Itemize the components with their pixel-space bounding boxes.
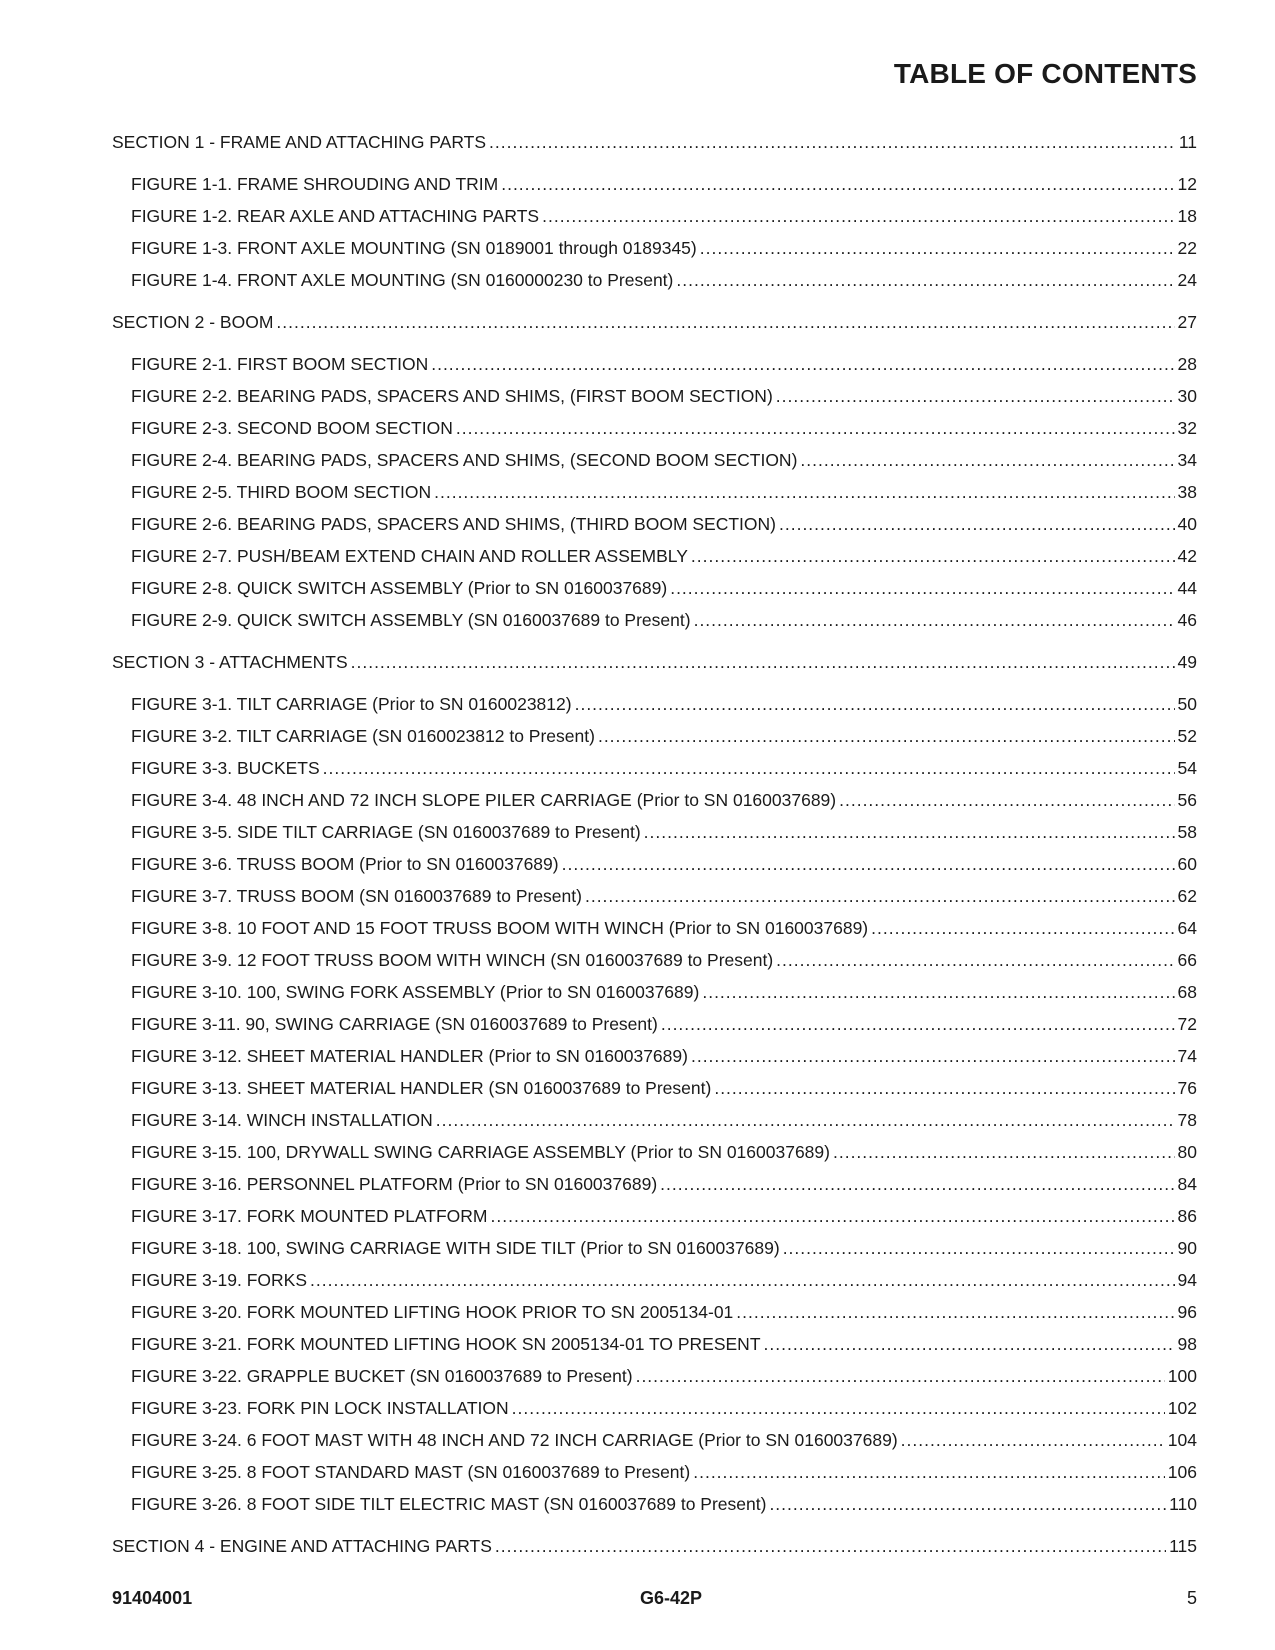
toc-entry-title: FIGURE 3-9. 12 FOOT TRUSS BOOM WITH WINCH (SN 0160037689 to Present) — [131, 950, 774, 970]
toc-section-entry[interactable] — [112, 132, 1197, 164]
toc-entry-title: FIGURE 3-5. SIDE TILT CARRIAGE (SN 0160037689 to Present) — [131, 822, 641, 842]
toc-dot-leader — [431, 354, 1174, 374]
toc-figure-entry[interactable] — [112, 354, 1197, 386]
toc-figure-entry[interactable] — [112, 1110, 1197, 1142]
toc-dot-leader — [700, 238, 1175, 258]
toc-dot-leader — [323, 758, 1175, 778]
toc-entry-title: FIGURE 3-15. 100, DRYWALL SWING CARRIAGE ASSEMBLY (Prior to SN 0160037689) — [131, 1142, 830, 1162]
toc-entry-title: FIGURE 3-20. FORK MOUNTED LIFTING HOOK PRIOR TO SN 2005134-01 — [131, 1302, 734, 1322]
toc-dot-leader — [691, 1046, 1175, 1066]
toc-figure-entry[interactable] — [112, 1462, 1197, 1494]
toc-entry-title: FIGURE 3-14. WINCH INSTALLATION — [131, 1110, 433, 1130]
toc-dot-leader — [644, 822, 1175, 842]
toc-entry-page: 56 — [1177, 790, 1197, 810]
toc-figure-entry[interactable] — [112, 918, 1197, 950]
toc-dot-leader — [636, 1366, 1165, 1386]
toc-entry-page: 34 — [1177, 450, 1197, 470]
toc-entry-title: FIGURE 2-7. PUSH/BEAM EXTEND CHAIN AND ROLLER ASSEMBLY — [131, 546, 688, 566]
toc-entry-page: 80 — [1177, 1142, 1197, 1162]
toc-entry-page: 86 — [1177, 1206, 1197, 1226]
toc-figure-entry[interactable] — [112, 1014, 1197, 1046]
toc-entry-page: 58 — [1177, 822, 1197, 842]
toc-dot-leader — [661, 1014, 1175, 1034]
toc-entry-page: 50 — [1177, 694, 1197, 714]
toc-dot-leader — [776, 950, 1174, 970]
toc-dot-leader — [501, 174, 1174, 194]
toc-entry-page: 27 — [1177, 312, 1197, 332]
toc-entry-title: FIGURE 3-1. TILT CARRIAGE (Prior to SN 0160023812) — [131, 694, 572, 714]
toc-figure-entry[interactable] — [112, 726, 1197, 758]
toc-section-entry[interactable] — [112, 652, 1197, 684]
toc-figure-entry[interactable] — [112, 1238, 1197, 1270]
toc-dot-leader — [800, 450, 1174, 470]
toc-entry-title: FIGURE 3-2. TILT CARRIAGE (SN 0160023812 to Present) — [131, 726, 595, 746]
toc-dot-leader — [901, 1430, 1165, 1450]
toc-entry-title: FIGURE 3-24. 6 FOOT MAST WITH 48 INCH AND 72 INCH CARRIAGE (Prior to SN 0160037689) — [131, 1430, 898, 1450]
toc-figure-entry[interactable] — [112, 982, 1197, 1014]
toc-entry-page: 74 — [1177, 1046, 1197, 1066]
table-of-contents — [112, 132, 1197, 1568]
toc-entry-title: FIGURE 3-16. PERSONNEL PLATFORM (Prior to SN 0160037689) — [131, 1174, 658, 1194]
toc-figure-entry[interactable] — [112, 1078, 1197, 1110]
toc-entry-page: 42 — [1177, 546, 1197, 566]
toc-figure-entry[interactable] — [112, 1046, 1197, 1078]
toc-dot-leader — [776, 386, 1175, 406]
toc-dot-leader — [676, 270, 1174, 290]
toc-dot-leader — [585, 886, 1175, 906]
toc-entry-page: 52 — [1177, 726, 1197, 746]
toc-dot-leader — [769, 1494, 1166, 1514]
toc-dot-leader — [839, 790, 1174, 810]
toc-dot-leader — [491, 1206, 1175, 1226]
toc-dot-leader — [276, 312, 1174, 332]
toc-entry-title: FIGURE 2-3. SECOND BOOM SECTION — [131, 418, 453, 438]
toc-entry-title: SECTION 1 - FRAME AND ATTACHING PARTS — [112, 132, 487, 152]
toc-figure-entry[interactable] — [112, 886, 1197, 918]
toc-entry-title: FIGURE 1-4. FRONT AXLE MOUNTING (SN 0160000230 to Present) — [131, 270, 674, 290]
toc-dot-leader — [833, 1142, 1175, 1162]
toc-figure-entry[interactable] — [112, 610, 1197, 642]
toc-entry-title: FIGURE 2-1. FIRST BOOM SECTION — [131, 354, 429, 374]
toc-entry-page: 96 — [1177, 1302, 1197, 1322]
toc-dot-leader — [693, 1462, 1165, 1482]
toc-entry-page: 100 — [1167, 1366, 1197, 1386]
toc-entry-page: 11 — [1178, 132, 1197, 152]
toc-entry-page: 62 — [1177, 886, 1197, 906]
toc-entry-page: 54 — [1177, 758, 1197, 778]
toc-figure-entry[interactable] — [112, 790, 1197, 822]
toc-dot-leader — [495, 1536, 1166, 1556]
toc-entry-page: 12 — [1177, 174, 1197, 194]
toc-entry-title: FIGURE 3-3. BUCKETS — [131, 758, 320, 778]
toc-figure-entry[interactable] — [112, 270, 1197, 302]
toc-entry-title: FIGURE 3-25. 8 FOOT STANDARD MAST (SN 0160037689 to Present) — [131, 1462, 691, 1482]
toc-entry-page: 68 — [1177, 982, 1197, 1002]
toc-entry-page: 98 — [1177, 1334, 1197, 1354]
toc-dot-leader — [871, 918, 1174, 938]
toc-figure-entry[interactable] — [112, 694, 1197, 726]
toc-figure-entry[interactable] — [112, 1142, 1197, 1174]
toc-figure-entry[interactable] — [112, 1174, 1197, 1206]
toc-dot-leader — [512, 1398, 1165, 1418]
toc-entry-title: FIGURE 3-4. 48 INCH AND 72 INCH SLOPE PILER CARRIAGE (Prior to SN 0160037689) — [131, 790, 837, 810]
toc-dot-leader — [694, 610, 1175, 630]
toc-entry-title: FIGURE 3-10. 100, SWING FORK ASSEMBLY (Prior to SN 0160037689) — [131, 982, 700, 1002]
toc-figure-entry[interactable] — [112, 578, 1197, 610]
page-title: TABLE OF CONTENTS — [893, 58, 1197, 89]
toc-dot-leader — [310, 1270, 1175, 1290]
toc-dot-leader — [714, 1078, 1174, 1098]
toc-entry-page: 102 — [1167, 1398, 1197, 1418]
toc-figure-entry[interactable] — [112, 174, 1197, 206]
toc-dot-leader — [542, 206, 1174, 226]
toc-entry-title: FIGURE 3-17. FORK MOUNTED PLATFORM — [131, 1206, 488, 1226]
toc-entry-page: 28 — [1177, 354, 1197, 374]
footer-page-number: 5 — [1186, 1588, 1197, 1608]
toc-entry-title: FIGURE 2-9. QUICK SWITCH ASSEMBLY (SN 0160037689 to Present) — [131, 610, 691, 630]
toc-figure-entry[interactable] — [112, 950, 1197, 982]
toc-dot-leader — [660, 1174, 1174, 1194]
toc-dot-leader — [764, 1334, 1175, 1354]
toc-entry-title: FIGURE 3-6. TRUSS BOOM (Prior to SN 0160037689) — [131, 854, 559, 874]
toc-figure-entry[interactable] — [112, 386, 1197, 418]
footer-model: G6-42P — [640, 1588, 703, 1608]
toc-figure-entry[interactable] — [112, 546, 1197, 578]
toc-figure-entry[interactable] — [112, 1302, 1197, 1334]
toc-figure-entry[interactable] — [112, 1430, 1197, 1462]
toc-entry-page: 78 — [1177, 1110, 1197, 1130]
toc-entry-title: SECTION 4 - ENGINE AND ATTACHING PARTS — [112, 1536, 492, 1556]
toc-entry-page: 49 — [1177, 652, 1197, 672]
toc-dot-leader — [489, 132, 1176, 152]
toc-figure-entry[interactable] — [112, 206, 1197, 238]
toc-section-entry[interactable] — [112, 312, 1197, 344]
toc-figure-entry[interactable] — [112, 482, 1197, 514]
toc-entry-page: 46 — [1177, 610, 1197, 630]
toc-dot-leader — [598, 726, 1175, 746]
footer-doc-number: 91404001 — [112, 1588, 193, 1608]
toc-entry-title: FIGURE 1-2. REAR AXLE AND ATTACHING PARTS — [131, 206, 540, 226]
toc-entry-page: 24 — [1177, 270, 1197, 290]
toc-dot-leader — [575, 694, 1175, 714]
toc-entry-title: FIGURE 3-19. FORKS — [131, 1270, 308, 1290]
toc-dot-leader — [702, 982, 1174, 1002]
toc-dot-leader — [351, 652, 1175, 672]
toc-entry-page: 115 — [1169, 1536, 1197, 1556]
toc-dot-leader — [736, 1302, 1174, 1322]
toc-entry-title: SECTION 3 - ATTACHMENTS — [112, 652, 348, 672]
toc-figure-entry[interactable] — [112, 418, 1197, 450]
toc-entry-page: 66 — [1177, 950, 1197, 970]
toc-entry-title: FIGURE 2-2. BEARING PADS, SPACERS AND SHIMS, (FIRST BOOM SECTION) — [131, 386, 773, 406]
toc-dot-leader — [434, 482, 1174, 502]
toc-dot-leader — [456, 418, 1175, 438]
toc-entry-page: 40 — [1177, 514, 1197, 534]
toc-entry-page: 90 — [1177, 1238, 1197, 1258]
toc-figure-entry[interactable] — [112, 822, 1197, 854]
toc-dot-leader — [436, 1110, 1175, 1130]
toc-dot-leader — [691, 546, 1175, 566]
toc-figure-entry[interactable] — [112, 1398, 1197, 1430]
toc-entry-title: FIGURE 1-1. FRAME SHROUDING AND TRIM — [131, 174, 499, 194]
toc-entry-page: 84 — [1177, 1174, 1197, 1194]
toc-dot-leader — [783, 1238, 1175, 1258]
toc-entry-page: 18 — [1177, 206, 1197, 226]
toc-entry-title: FIGURE 3-13. SHEET MATERIAL HANDLER (SN 0160037689 to Present) — [131, 1078, 712, 1098]
toc-entry-page: 44 — [1177, 578, 1197, 598]
toc-dot-leader — [562, 854, 1175, 874]
toc-entry-title: FIGURE 3-12. SHEET MATERIAL HANDLER (Prior to SN 0160037689) — [131, 1046, 688, 1066]
toc-entry-page: 110 — [1169, 1494, 1197, 1514]
toc-entry-title: FIGURE 2-6. BEARING PADS, SPACERS AND SHIMS, (THIRD BOOM SECTION) — [131, 514, 776, 534]
toc-entry-page: 30 — [1177, 386, 1197, 406]
toc-entry-title: FIGURE 3-7. TRUSS BOOM (SN 0160037689 to Present) — [131, 886, 582, 906]
toc-entry-title: FIGURE 2-5. THIRD BOOM SECTION — [131, 482, 432, 502]
toc-figure-entry[interactable] — [112, 1334, 1197, 1366]
toc-entry-title: FIGURE 3-18. 100, SWING CARRIAGE WITH SIDE TILT (Prior to SN 0160037689) — [131, 1238, 780, 1258]
toc-dot-leader — [779, 514, 1175, 534]
toc-entry-title: FIGURE 3-23. FORK PIN LOCK INSTALLATION — [131, 1398, 509, 1418]
toc-entry-page: 104 — [1167, 1430, 1197, 1450]
toc-figure-entry[interactable] — [112, 854, 1197, 886]
toc-entry-page: 22 — [1177, 238, 1197, 258]
toc-figure-entry[interactable] — [112, 1206, 1197, 1238]
toc-entry-page: 64 — [1177, 918, 1197, 938]
toc-entry-page: 32 — [1177, 418, 1197, 438]
toc-figure-entry[interactable] — [112, 450, 1197, 482]
toc-entry-title: FIGURE 3-26. 8 FOOT SIDE TILT ELECTRIC MAST (SN 0160037689 to Present) — [131, 1494, 767, 1514]
toc-section-entry[interactable] — [112, 1536, 1197, 1568]
toc-figure-entry[interactable] — [112, 238, 1197, 270]
toc-entry-title: FIGURE 1-3. FRONT AXLE MOUNTING (SN 0189001 through 0189345) — [131, 238, 697, 258]
toc-entry-page: 38 — [1177, 482, 1197, 502]
toc-entry-page: 106 — [1167, 1462, 1197, 1482]
toc-figure-entry[interactable] — [112, 758, 1197, 790]
toc-entry-title: SECTION 2 - BOOM — [112, 312, 274, 332]
toc-entry-page: 72 — [1177, 1014, 1197, 1034]
toc-entry-page: 94 — [1177, 1270, 1197, 1290]
toc-figure-entry[interactable] — [112, 514, 1197, 546]
toc-figure-entry[interactable] — [112, 1366, 1197, 1398]
toc-entry-title: FIGURE 3-21. FORK MOUNTED LIFTING HOOK SN 2005134-01 TO PRESENT — [131, 1334, 761, 1354]
toc-figure-entry[interactable] — [112, 1494, 1197, 1526]
toc-entry-page: 76 — [1177, 1078, 1197, 1098]
toc-entry-title: FIGURE 3-22. GRAPPLE BUCKET (SN 0160037689 to Present) — [131, 1366, 633, 1386]
toc-entry-title: FIGURE 3-11. 90, SWING CARRIAGE (SN 0160037689 to Present) — [131, 1014, 658, 1034]
toc-dot-leader — [670, 578, 1174, 598]
toc-figure-entry[interactable] — [112, 1270, 1197, 1302]
page-footer — [112, 1588, 1197, 1612]
toc-entry-title: FIGURE 2-4. BEARING PADS, SPACERS AND SHIMS, (SECOND BOOM SECTION) — [131, 450, 798, 470]
toc-entry-title: FIGURE 2-8. QUICK SWITCH ASSEMBLY (Prior to SN 0160037689) — [131, 578, 668, 598]
toc-entry-page: 60 — [1177, 854, 1197, 874]
toc-entry-title: FIGURE 3-8. 10 FOOT AND 15 FOOT TRUSS BOOM WITH WINCH (Prior to SN 0160037689) — [131, 918, 869, 938]
